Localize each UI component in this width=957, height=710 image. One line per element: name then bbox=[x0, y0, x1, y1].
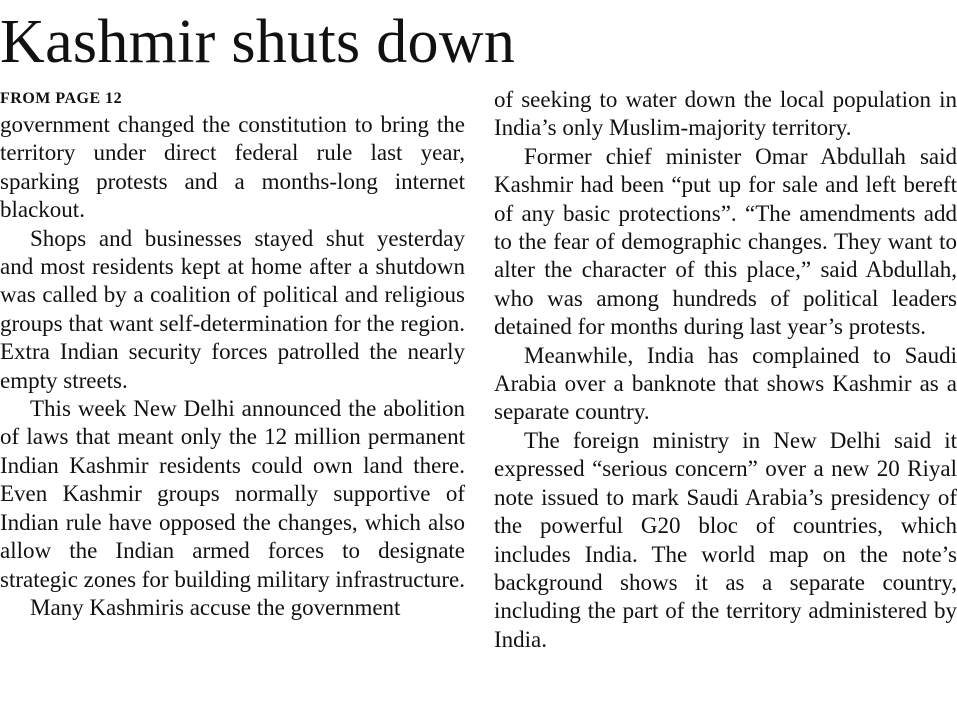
paragraph: Meanwhile, India has complained to Saudi Arabia over a banknote that shows Kashmir as a separate country. bbox=[494, 342, 957, 425]
paragraph: Former chief minister Omar Abdullah said Kashmir had been “put up for sale and left bereft of any basic protections”. “The amendments add to the fear of demographic changes. They want to alter the character of this place,” said Abdullah, who was among hundreds of political leaders detained for months during last year’s protests. bbox=[494, 143, 957, 340]
article-column-right bbox=[494, 86, 957, 654]
headline: Kashmir shuts down bbox=[0, 8, 516, 76]
paragraph: of seeking to water down the local population in India’s only Muslim-majority territory. bbox=[494, 87, 957, 141]
paragraph: Shops and businesses stayed shut yesterday and most residents kept at home after a shutdown was called by a coalition of political and religious groups that want self-determination for the region. Extra Indian security forces patrolled the nearly empty streets. bbox=[0, 225, 465, 393]
paragraph: Many Kashmiris accuse the government bbox=[30, 594, 401, 620]
article-column-left bbox=[0, 86, 465, 622]
paragraph: This week New Delhi announced the abolition of laws that meant only the 12 million permanent Indian Kashmir residents could own land there. Even Kashmir groups normally supportive of Indian rule have opposed the changes, which also allow the Indian armed forces to designate strategic zones for building military infrastructure. bbox=[0, 396, 465, 592]
continuation-kicker: FROM PAGE 12 bbox=[0, 90, 123, 107]
paragraph: The foreign ministry in New Delhi said it expressed “serious concern” over a new 20 Riyal note issued to mark Saudi Arabia’s presidency of the powerful G20 bloc of countries, which includes India. The world map on the note’s background shows it as a separate country, including the part of the territory administered by India. bbox=[494, 427, 957, 652]
paragraph: government changed the constitution to bring the territory under direct federal rule last year, sparking protests and a months-long internet blackout. bbox=[0, 112, 465, 223]
